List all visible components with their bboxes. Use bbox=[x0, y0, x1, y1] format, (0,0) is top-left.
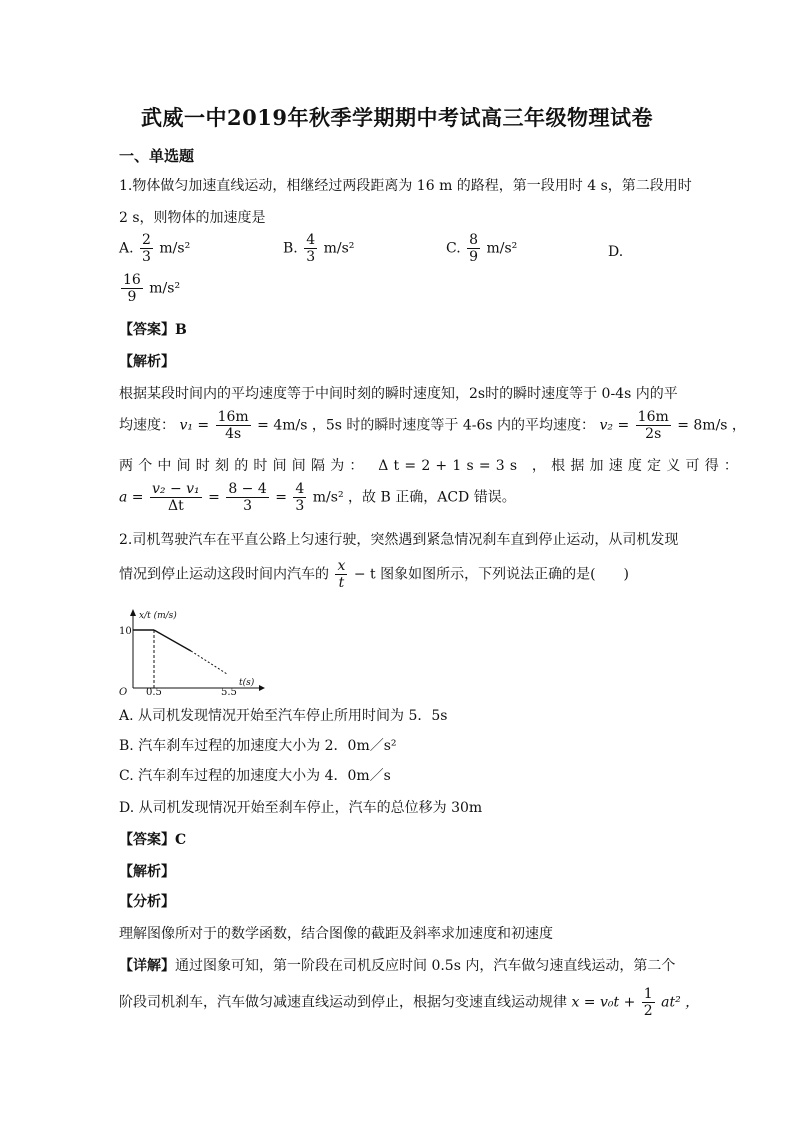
q1-option-a: A. $\frac{2}{3}$ m/s² bbox=[119, 232, 191, 265]
q1-explanation-line1: 根据某段时间内的平均速度等于中间时刻的瞬时速度知，2s时的瞬时速度等于 0-4s 内的平 bbox=[119, 386, 678, 402]
q2-answer: 【答案】C bbox=[119, 832, 187, 848]
page-title: 武威一中2019年秋季学期期中考试高三年级物理试卷 bbox=[141, 105, 653, 130]
q2-detail-line1: 【详解】通过图象可知，第一阶段在司机反应时间 0.5s 内，汽车做匀速直线运动，第二个 bbox=[119, 958, 676, 974]
q1-option-d-label: D. bbox=[608, 244, 624, 260]
q1-option-d: $\frac{16}{9}$ m/s² bbox=[123, 272, 181, 305]
q1-option-b: B. $\frac{4}{3}$ m/s² bbox=[283, 232, 355, 265]
deceleration-segment bbox=[154, 630, 191, 651]
q2-fenxi-tag: 【分析】 bbox=[119, 894, 175, 910]
deceleration-dashed-extension bbox=[191, 651, 227, 674]
x-tick-0.5: 0.5 bbox=[146, 687, 162, 696]
q2-option-a: A. 从司机发现情况开始至汽车停止所用时间为 5．5s bbox=[119, 708, 448, 724]
q2-detail-line2: 阶段司机刹车，汽车做匀减速直线运动到停止，根据匀变速直线运动规律 x = v₀t + $\frac{1}{2}$ at² ， bbox=[119, 986, 700, 1019]
section-heading: 一、单选题 bbox=[119, 147, 195, 165]
velocity-time-graph bbox=[119, 604, 269, 696]
y-axis-label: x/t (m/s) bbox=[139, 611, 177, 621]
q1-option-b-fraction: $\frac{4}{3}$ bbox=[306, 232, 316, 265]
y-tick-10: 10 bbox=[119, 626, 132, 637]
q1-stem-line1: 1.物体做匀加速直线运动，相继经过两段距离为 16 m 的路程，第一段用时 4 s，第二段用时 bbox=[119, 178, 692, 194]
origin-label: O bbox=[119, 687, 128, 696]
q1-option-c-fraction: $\frac{8}{9}$ bbox=[469, 232, 479, 265]
x-axis-label: t(s) bbox=[239, 678, 255, 688]
q1-option-a-fraction: $\frac{2}{3}$ bbox=[142, 232, 151, 265]
q2-fenxi-text: 理解图像所对于的数学函数，结合图像的截距及斜率求加速度和初速度 bbox=[119, 926, 553, 942]
q2-stem-line1: 2.司机驾驶汽车在平直公路上匀速行驶，突然遇到紧急情况刹车直到停止运动，从司机发现 bbox=[119, 532, 679, 548]
q1-analysis-tag: 【解析】 bbox=[119, 354, 175, 370]
q2-option-d: D. 从司机发现情况开始至刹车停止，汽车的总位移为 30m bbox=[119, 800, 483, 816]
q1-stem-line2: 2 s，则物体的加速度是 bbox=[119, 210, 266, 226]
q1-explanation-line4: a = $\frac{\text{v₂ − v₁}}{\Delta t}$ = $\frac{8 - 4}{3}$ = $\frac{4}{3}$ m/s² ，故 B 正确，ACD 错误。 bbox=[119, 481, 516, 514]
x-tick-5.5: 5.5 bbox=[221, 687, 237, 696]
q1-explanation-line3: 两个中间时刻的时间间隔为： Δt=2+1s=3s ，根据加速度定义可得： bbox=[119, 458, 744, 474]
q1-option-c: C. $\frac{8}{9}$ m/s² bbox=[446, 232, 518, 265]
q1-answer: 【答案】B bbox=[119, 322, 187, 338]
q2-option-b: B. 汽车刹车过程的加速度大小为 2．0m／s² bbox=[119, 738, 397, 754]
q1-option-d-fraction: $\frac{16}{9}$ bbox=[123, 272, 141, 305]
q1-explanation-line2: 均速度： v₁ = $\frac{16m}{4s}$ = 4m/s ，5s 时的瞬时速度等于 4-6s 内的平均速度： v₂ = $\frac{16m}{2s}$ = 8m/s ， bbox=[119, 409, 746, 442]
q2-stem-line2: 情况到停止运动这段时间内汽车的 $\frac{x}{t}$ − t 图象如图所示，下列说法正确的是( ) bbox=[119, 558, 629, 591]
x-axis-arrow-icon bbox=[259, 685, 265, 691]
q2-option-c: C. 汽车刹车过程的加速度大小为 4．0m／s bbox=[119, 768, 391, 784]
q2-analysis-tag: 【解析】 bbox=[119, 864, 175, 880]
y-axis-arrow-icon bbox=[130, 609, 136, 616]
